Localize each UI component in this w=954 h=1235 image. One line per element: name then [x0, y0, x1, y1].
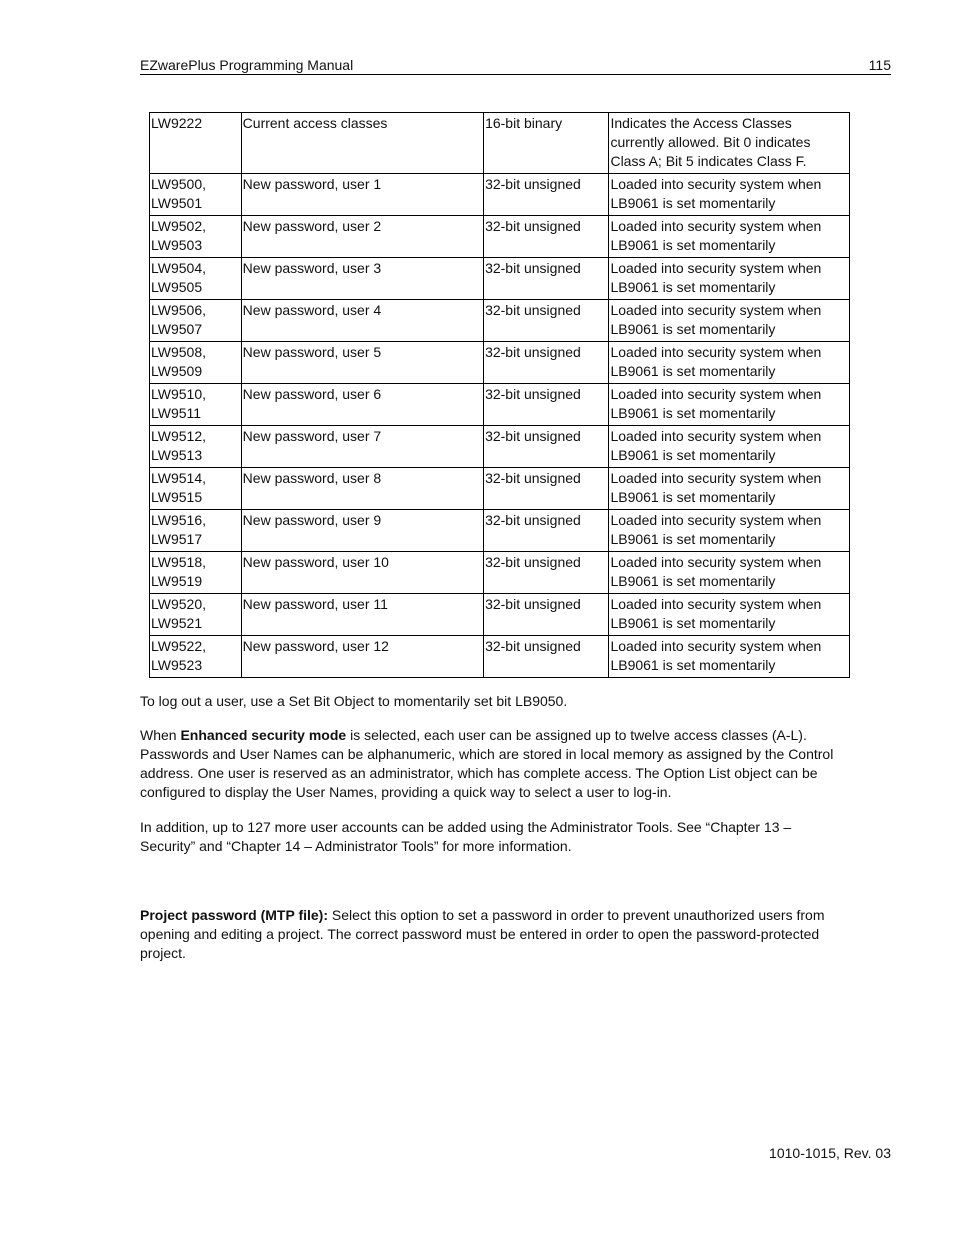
register-data-type: 32-bit unsigned [484, 636, 609, 678]
register-description: New password, user 6 [241, 384, 483, 426]
register-address: LW9516, LW9517 [150, 510, 242, 552]
register-data-type: 32-bit unsigned [484, 216, 609, 258]
register-notes: Loaded into security system when LB9061 is set momentarily [609, 384, 850, 426]
register-data-type: 32-bit unsigned [484, 384, 609, 426]
register-description: Current access classes [241, 113, 483, 174]
table-row [150, 174, 850, 216]
additional-accounts-paragraph: In addition, up to 127 more user accounts can be added using the Administrator Tools. See “Chapter 13 – Security” and “Chapter 14 – Administrator Tools” for more information. [140, 819, 792, 854]
register-description: New password, user 8 [241, 468, 483, 510]
document-revision: 1010-1015, Rev. 03 [769, 1145, 891, 1161]
table-row [150, 552, 850, 594]
register-address: LW9508, LW9509 [150, 342, 242, 384]
table-row [150, 258, 850, 300]
register-description: New password, user 4 [241, 300, 483, 342]
table-row [150, 113, 850, 174]
register-address: LW9504, LW9505 [150, 258, 242, 300]
enhanced-security-paragraph [140, 726, 850, 802]
register-description: New password, user 2 [241, 216, 483, 258]
table-row [150, 636, 850, 678]
page-number: 115 [868, 57, 891, 73]
register-address: LW9514, LW9515 [150, 468, 242, 510]
register-data-type: 16-bit binary [484, 113, 609, 174]
register-description: New password, user 10 [241, 552, 483, 594]
register-notes: Loaded into security system when LB9061 is set momentarily [609, 594, 850, 636]
register-notes: Loaded into security system when LB9061 is set momentarily [609, 552, 850, 594]
project-password-text: Select this option to set a password in order to prevent unauthorized users from opening and editing a project. The correct password must be entered in order to open the password-protected project. [140, 907, 825, 961]
enhanced-post: is selected, each user can be assigned up to twelve access classes (A-L). Passwords and User Names can be alphanumeric, which are stored in local memory as assigned by the Control address. One user is reserved as an administrator, which has complete access. The Option List object can be configured to display the User Names, providing a quick way to select a user to log-in. [140, 727, 834, 800]
table-row [150, 384, 850, 426]
register-notes: Loaded into security system when LB9061 is set momentarily [609, 636, 850, 678]
register-description: New password, user 12 [241, 636, 483, 678]
project-password-paragraph [140, 906, 850, 963]
register-data-type: 32-bit unsigned [484, 258, 609, 300]
register-address: LW9502, LW9503 [150, 216, 242, 258]
register-notes: Loaded into security system when LB9061 is set momentarily [609, 216, 850, 258]
table-row [150, 342, 850, 384]
logout-paragraph: To log out a user, use a Set Bit Object to momentarily set bit LB9050. [140, 693, 568, 709]
register-description: New password, user 1 [241, 174, 483, 216]
table-row [150, 468, 850, 510]
register-address: LW9510, LW9511 [150, 384, 242, 426]
register-notes: Loaded into security system when LB9061 is set momentarily [609, 174, 850, 216]
register-description: New password, user 5 [241, 342, 483, 384]
project-password-term: Project password (MTP file): [140, 907, 328, 923]
table-row [150, 510, 850, 552]
register-data-type: 32-bit unsigned [484, 594, 609, 636]
register-notes: Loaded into security system when LB9061 is set momentarily [609, 510, 850, 552]
register-address: LW9500, LW9501 [150, 174, 242, 216]
register-address: LW9512, LW9513 [150, 426, 242, 468]
register-data-type: 32-bit unsigned [484, 510, 609, 552]
register-notes: Loaded into security system when LB9061 is set momentarily [609, 426, 850, 468]
table-row [150, 216, 850, 258]
register-data-type: 32-bit unsigned [484, 552, 609, 594]
register-address: LW9506, LW9507 [150, 300, 242, 342]
table-row [150, 300, 850, 342]
register-description: New password, user 11 [241, 594, 483, 636]
register-address: LW9222 [150, 113, 242, 174]
register-notes: Loaded into security system when LB9061 is set momentarily [609, 258, 850, 300]
enhanced-security-term: Enhanced security mode [180, 727, 347, 743]
register-address: LW9520, LW9521 [150, 594, 242, 636]
register-data-type: 32-bit unsigned [484, 426, 609, 468]
enhanced-pre: When [140, 727, 181, 743]
register-data-type: 32-bit unsigned [484, 174, 609, 216]
page-header [140, 56, 891, 75]
register-data-type: 32-bit unsigned [484, 342, 609, 384]
register-address: LW9518, LW9519 [150, 552, 242, 594]
register-description: New password, user 7 [241, 426, 483, 468]
register-notes: Loaded into security system when LB9061 is set momentarily [609, 342, 850, 384]
register-data-type: 32-bit unsigned [484, 300, 609, 342]
register-data-type: 32-bit unsigned [484, 468, 609, 510]
register-notes: Loaded into security system when LB9061 is set momentarily [609, 300, 850, 342]
manual-title: EZwarePlus Programming Manual [140, 57, 354, 73]
table-row [150, 594, 850, 636]
table-row [150, 426, 850, 468]
system-register-table [149, 112, 850, 678]
register-notes: Loaded into security system when LB9061 is set momentarily [609, 468, 850, 510]
register-description: New password, user 3 [241, 258, 483, 300]
register-description: New password, user 9 [241, 510, 483, 552]
register-notes: Indicates the Access Classes currently allowed. Bit 0 indicates Class A; Bit 5 indicates Class F. [609, 113, 850, 174]
register-address: LW9522, LW9523 [150, 636, 242, 678]
